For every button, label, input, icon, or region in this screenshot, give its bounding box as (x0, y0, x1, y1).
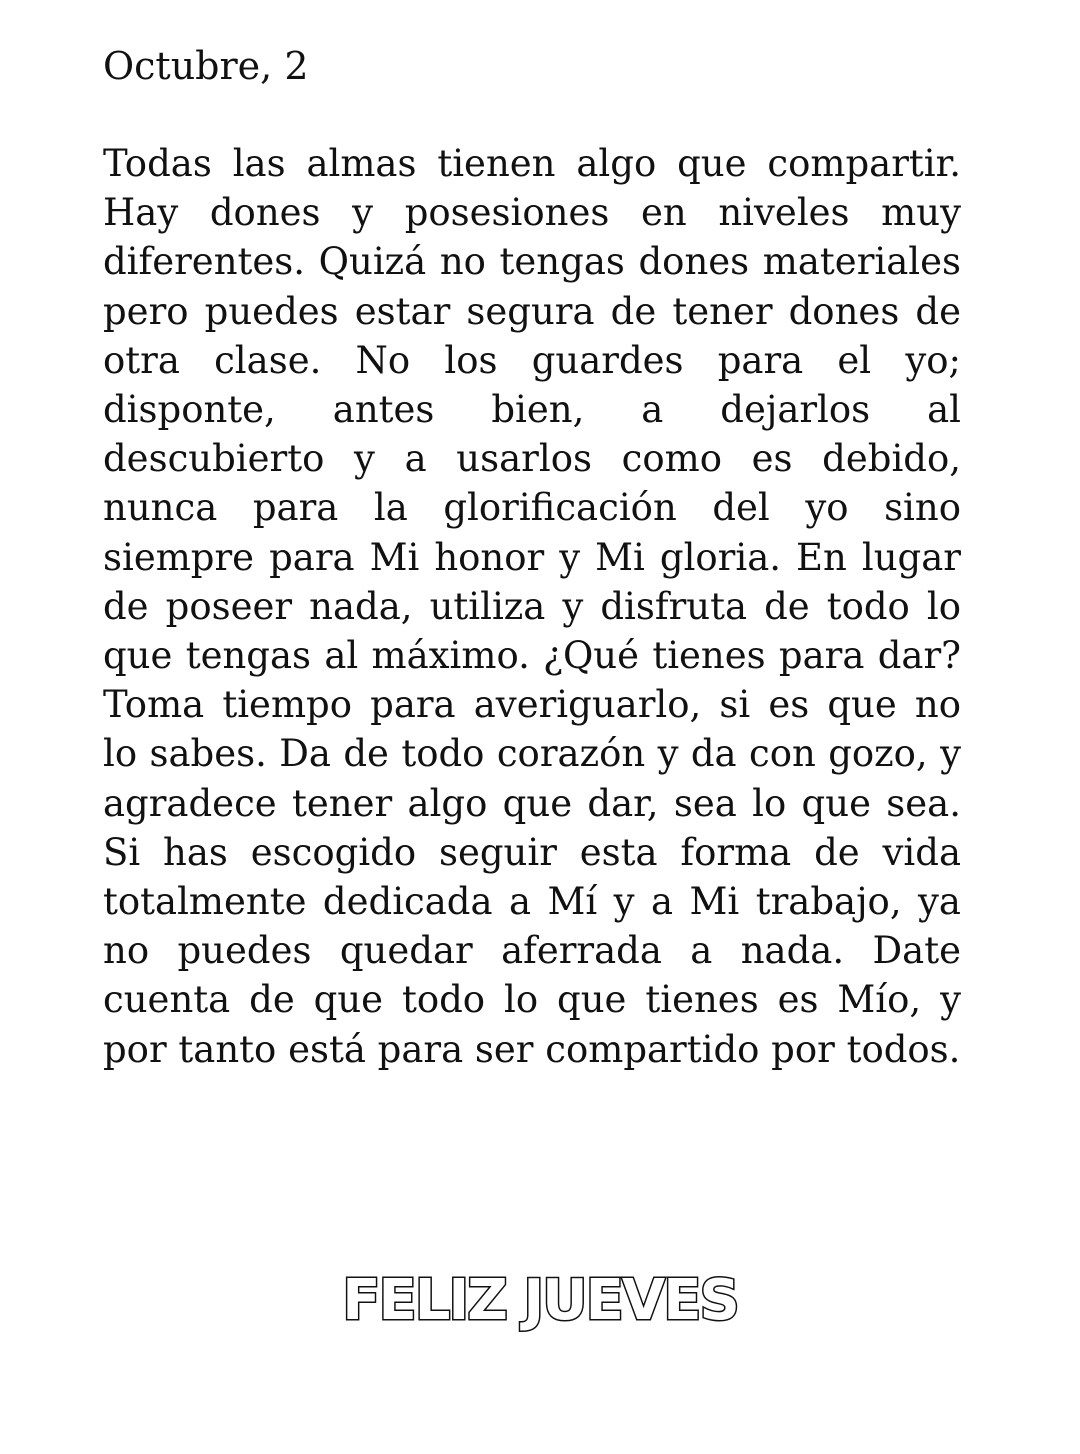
footer-greeting: FELIZ JUEVES (342, 1268, 738, 1333)
devotional-passage: Todas las almas tienen algo que compartir. Hay dones y posesiones en niveles muy diferentes. Quizá no tengas dones materiales pero puedes estar segura de tener dones de otra clase. No los guardes para el yo; disponte, antes bien, a dejarlos al descubierto y a usarlos como es debido, nunca para la glorificación del yo sino siempre para Mi honor y Mi gloria. En lugar de poseer nada, utiliza y disfruta de todo lo que tengas al máximo. ¿Qué tienes para dar? Toma tiempo para averiguarlo, si es que no lo sabes. Da de todo corazón y da con gozo, y agradece tener algo que dar, sea lo que sea. Si has escogido seguir esta forma de vida totalmente dedicada a Mí y a Mi trabajo, ya no puedes quedar aferrada a nada. Date cuenta de que todo lo que tienes es Mío, y por tanto está para ser compartido por todos. (103, 142, 961, 1071)
date-heading: Octubre, 2 (103, 44, 309, 88)
